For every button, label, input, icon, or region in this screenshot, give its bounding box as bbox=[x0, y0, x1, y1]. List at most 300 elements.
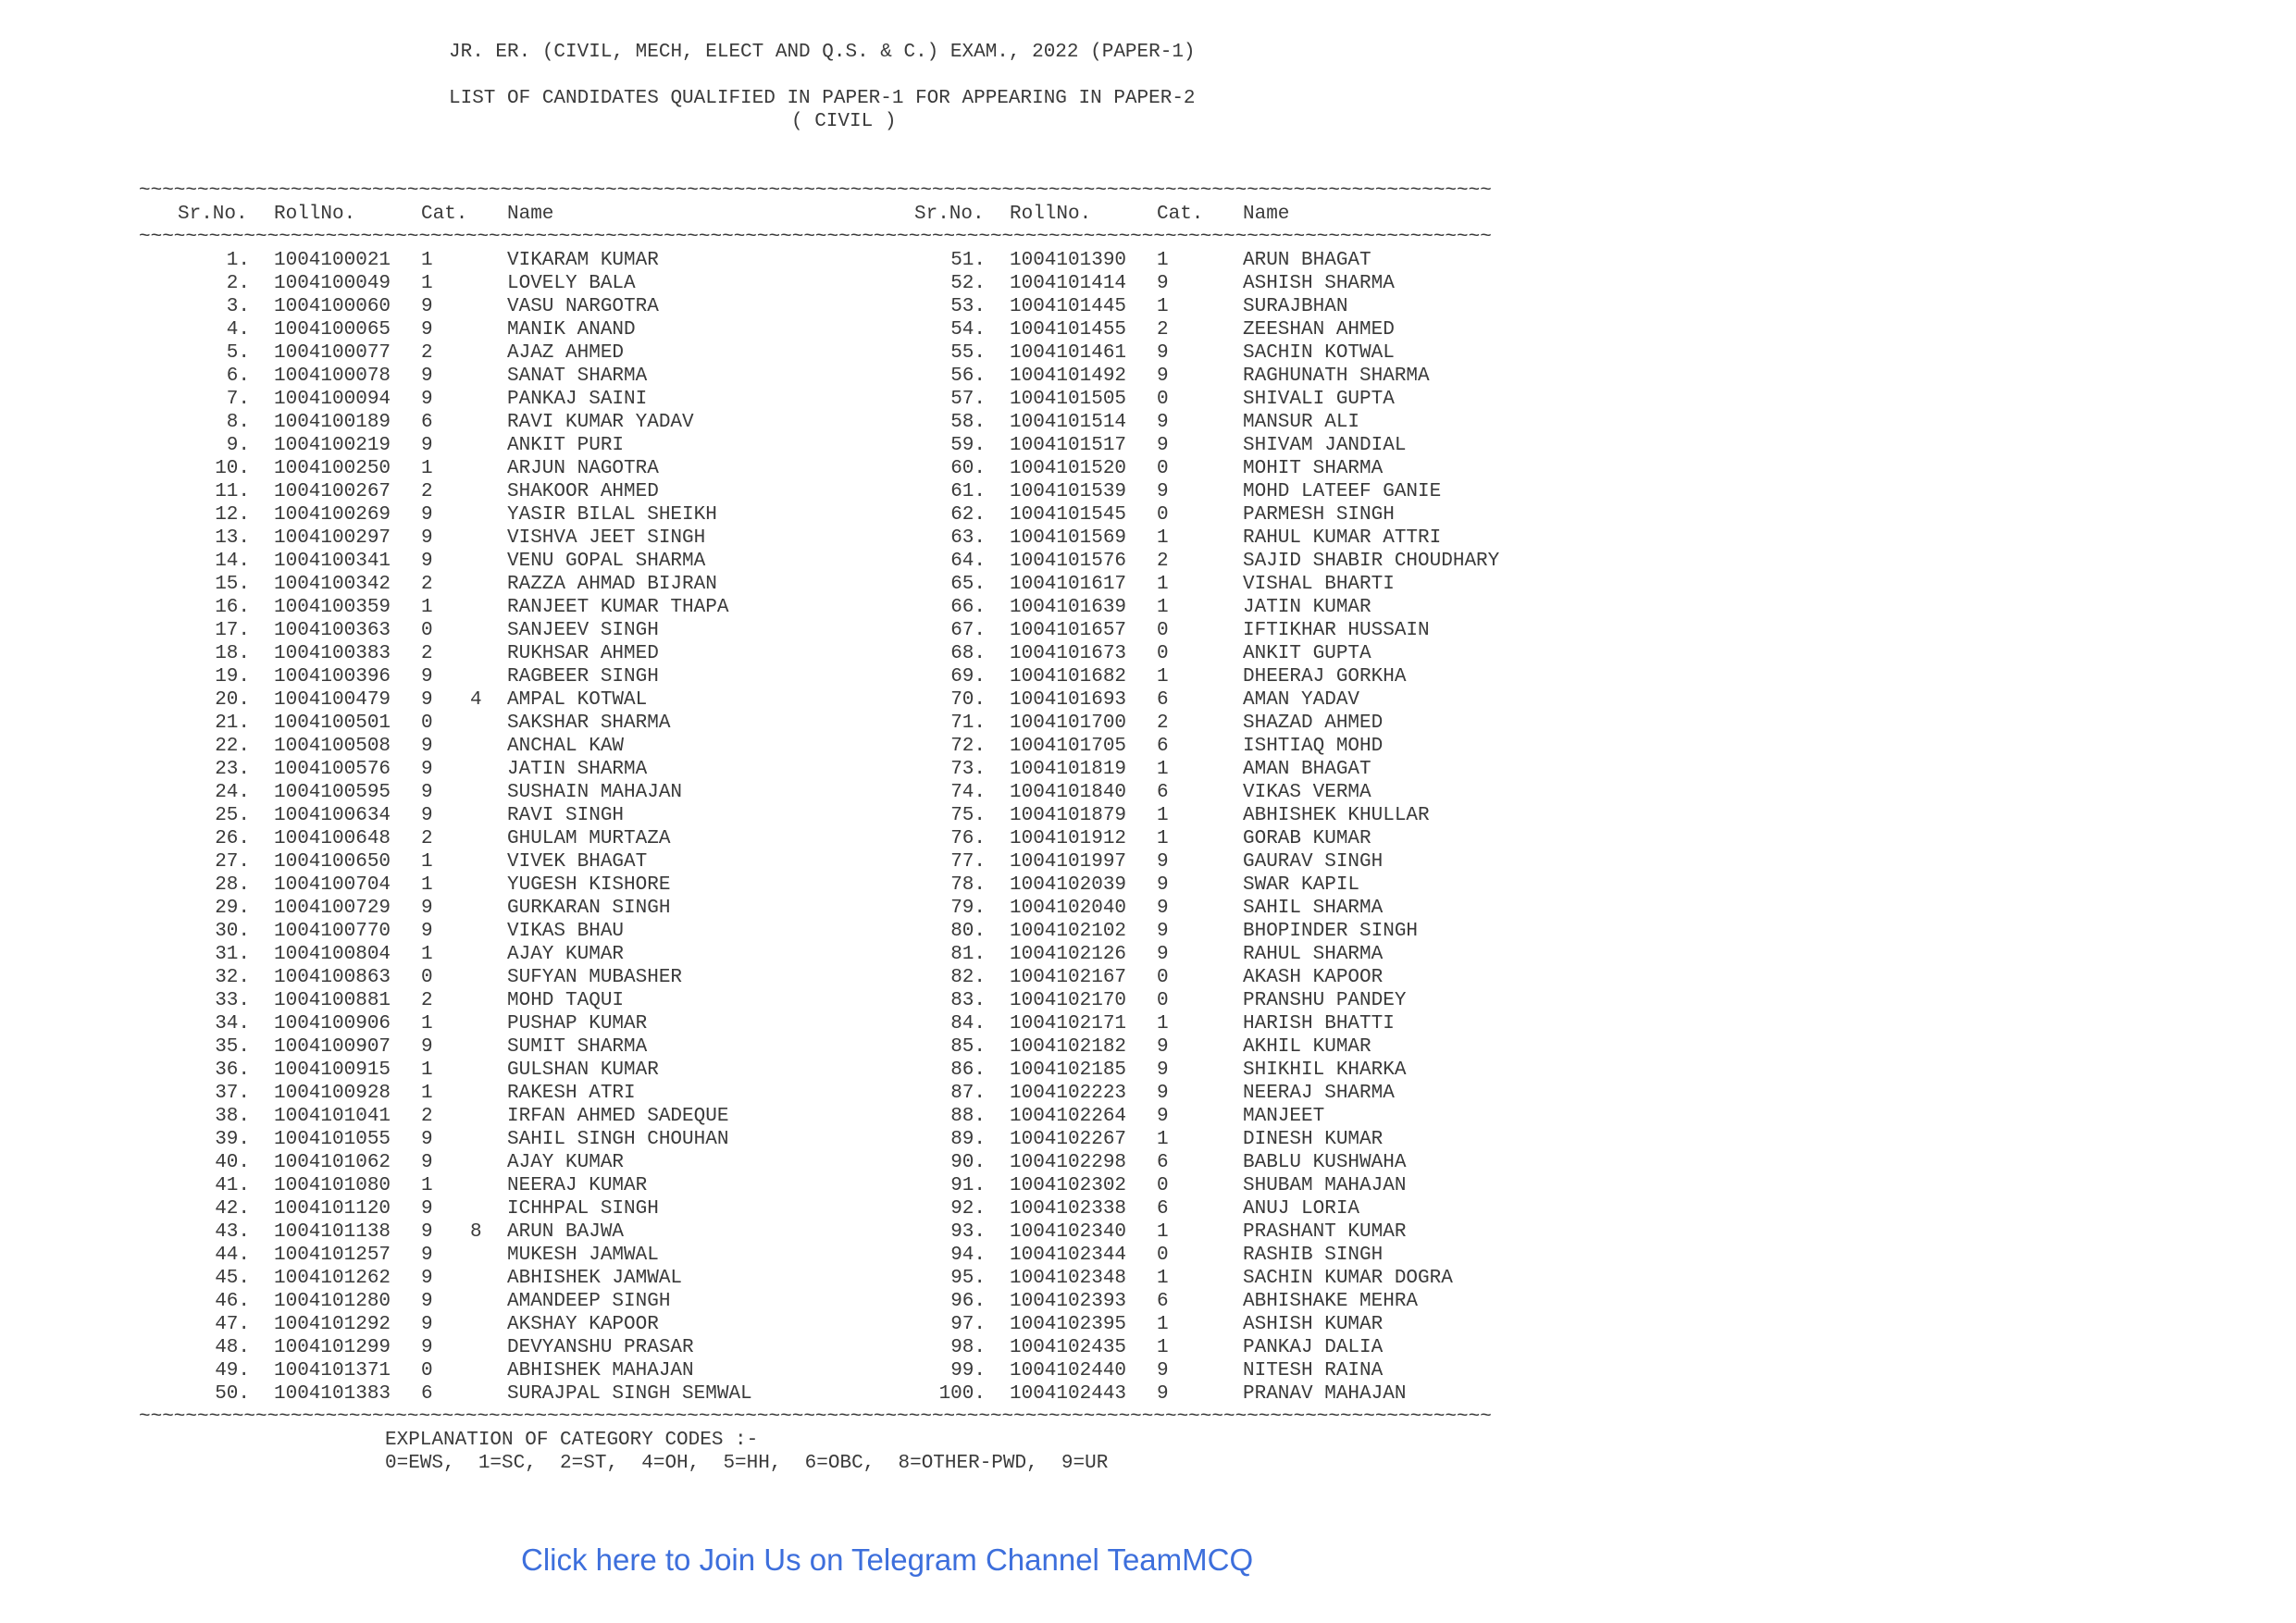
candidate-name: YUGESH KISHORE bbox=[507, 874, 671, 896]
candidate-name: MOHD TAQUI bbox=[507, 990, 625, 1011]
candidate-name: NEERAJ SHARMA bbox=[1243, 1083, 1395, 1104]
candidate-name: SACHIN KOTWAL bbox=[1243, 342, 1395, 364]
sr-no: 94. bbox=[950, 1245, 986, 1266]
candidate-name: SHAKOOR AHMED bbox=[507, 481, 659, 502]
roll-no: 1004100189 bbox=[274, 412, 391, 433]
roll-no: 1004101138 bbox=[274, 1221, 391, 1243]
category-code: 1 bbox=[421, 851, 433, 873]
candidate-name: MANIK ANAND bbox=[507, 319, 636, 341]
sr-no: 65. bbox=[950, 574, 986, 595]
table-row bbox=[0, 388, 2296, 411]
candidate-name: ANKIT GUPTA bbox=[1243, 643, 1371, 664]
category-code: 9 bbox=[1157, 273, 1169, 294]
sr-no: 72. bbox=[950, 736, 986, 757]
sr-no: 74. bbox=[950, 782, 986, 803]
table-row bbox=[0, 827, 2296, 850]
table-row bbox=[0, 688, 2296, 712]
sr-no: 28. bbox=[215, 874, 250, 896]
category-code: 9 bbox=[1157, 342, 1169, 364]
roll-no: 1004100479 bbox=[274, 689, 391, 711]
candidate-name: SHIVALI GUPTA bbox=[1243, 389, 1395, 410]
roll-no: 1004102126 bbox=[1010, 944, 1127, 965]
table-row bbox=[0, 318, 2296, 341]
table-row bbox=[0, 619, 2296, 642]
roll-no: 1004100863 bbox=[274, 967, 391, 988]
sr-no: 76. bbox=[950, 828, 986, 849]
roll-no: 1004101120 bbox=[274, 1198, 391, 1220]
sr-no: 45. bbox=[215, 1268, 250, 1289]
category-code: 2 bbox=[1157, 551, 1169, 572]
candidate-name: RANJEET KUMAR THAPA bbox=[507, 597, 729, 618]
table-row bbox=[0, 665, 2296, 688]
roll-no: 1004101455 bbox=[1010, 319, 1127, 341]
roll-no: 1004101461 bbox=[1010, 342, 1127, 364]
roll-no: 1004100704 bbox=[274, 874, 391, 896]
exam-title: JR. ER. (CIVIL, MECH, ELECT AND Q.S. & C.) EXAM., 2022 (PAPER-1) bbox=[449, 42, 1196, 63]
sr-no: 38. bbox=[215, 1106, 250, 1127]
roll-no: 1004100595 bbox=[274, 782, 391, 803]
category-code: 9 bbox=[421, 736, 433, 757]
table-row bbox=[0, 1359, 2296, 1382]
roll-no: 1004102039 bbox=[1010, 874, 1127, 896]
category-code: 2 bbox=[421, 828, 433, 849]
table-row bbox=[0, 341, 2296, 365]
sr-no: 73. bbox=[950, 759, 986, 780]
candidate-name: SANAT SHARMA bbox=[507, 365, 648, 387]
candidate-name: JATIN SHARMA bbox=[507, 759, 648, 780]
candidate-name: SHAZAD AHMED bbox=[1243, 712, 1384, 734]
sr-no: 42. bbox=[215, 1198, 250, 1220]
category-code: 9 bbox=[421, 1268, 433, 1289]
category-code: 1 bbox=[1157, 666, 1169, 688]
category-code: 9 bbox=[421, 1245, 433, 1266]
sr-no: 33. bbox=[215, 990, 250, 1011]
roll-no: 1004102185 bbox=[1010, 1059, 1127, 1081]
roll-no: 1004101055 bbox=[274, 1129, 391, 1150]
candidate-name: ZEESHAN AHMED bbox=[1243, 319, 1395, 341]
candidate-name: DHEERAJ GORKHA bbox=[1243, 666, 1407, 688]
roll-no: 1004100881 bbox=[274, 990, 391, 1011]
roll-no: 1004102298 bbox=[1010, 1152, 1127, 1173]
candidate-name: SUSHAIN MAHAJAN bbox=[507, 782, 683, 803]
sr-no: 54. bbox=[950, 319, 986, 341]
candidate-name: ANUJ LORIA bbox=[1243, 1198, 1360, 1220]
table-row bbox=[0, 457, 2296, 480]
roll-no: 1004102302 bbox=[1010, 1175, 1127, 1196]
candidate-name: SWAR KAPIL bbox=[1243, 874, 1360, 896]
candidate-name: RAZZA AHMAD BIJRAN bbox=[507, 574, 717, 595]
sr-no: 71. bbox=[950, 712, 986, 734]
list-subtitle: LIST OF CANDIDATES QUALIFIED IN PAPER-1 FOR APPEARING IN PAPER-2 bbox=[449, 88, 1196, 109]
sr-no: 88. bbox=[950, 1106, 986, 1127]
roll-no: 1004101514 bbox=[1010, 412, 1127, 433]
roll-no: 1004101445 bbox=[1010, 296, 1127, 317]
category-code: 1 bbox=[421, 1013, 433, 1035]
roll-no: 1004101705 bbox=[1010, 736, 1127, 757]
table-row bbox=[0, 920, 2296, 943]
candidate-name: AKHIL KUMAR bbox=[1243, 1036, 1371, 1058]
category-code: 1 bbox=[421, 874, 433, 896]
category-code: 1 bbox=[421, 1175, 433, 1196]
sr-no: 35. bbox=[215, 1036, 250, 1058]
sr-no: 9. bbox=[226, 435, 250, 456]
col-srno-right: Sr.No. bbox=[914, 204, 985, 225]
roll-no: 1004101700 bbox=[1010, 712, 1127, 734]
category-code: 9 bbox=[1157, 898, 1169, 919]
candidate-name: AMAN YADAV bbox=[1243, 689, 1360, 711]
sr-no: 18. bbox=[215, 643, 250, 664]
category-code: 9 bbox=[421, 898, 433, 919]
roll-no: 1004102167 bbox=[1010, 967, 1127, 988]
category-code: 1 bbox=[1157, 1129, 1169, 1150]
category-code: 9 bbox=[421, 319, 433, 341]
roll-no: 1004101390 bbox=[1010, 250, 1127, 271]
roll-no: 1004101280 bbox=[274, 1291, 391, 1312]
table-row bbox=[0, 527, 2296, 550]
roll-no: 1004100359 bbox=[274, 597, 391, 618]
table-row bbox=[0, 1082, 2296, 1105]
category-code: 2 bbox=[1157, 712, 1169, 734]
roll-no: 1004101505 bbox=[1010, 389, 1127, 410]
candidate-name: RAVI SINGH bbox=[507, 805, 625, 826]
category-code: 0 bbox=[1157, 1245, 1169, 1266]
candidate-name: SANJEEV SINGH bbox=[507, 620, 659, 641]
category-code: 9 bbox=[421, 1291, 433, 1312]
table-row bbox=[0, 1290, 2296, 1313]
sr-no: 4. bbox=[226, 319, 250, 341]
sr-no: 10. bbox=[215, 458, 250, 479]
roll-no: 1004100907 bbox=[274, 1036, 391, 1058]
table-row bbox=[0, 781, 2296, 804]
category-code: 9 bbox=[421, 666, 433, 688]
category-code: 9 bbox=[1157, 921, 1169, 942]
category-code: 1 bbox=[1157, 805, 1169, 826]
category-code: 2 bbox=[421, 1106, 433, 1127]
sr-no: 77. bbox=[950, 851, 986, 873]
table-row bbox=[0, 1035, 2296, 1059]
roll-no: 1004101414 bbox=[1010, 273, 1127, 294]
sub-category-code: 4 bbox=[470, 689, 482, 711]
category-code: 1 bbox=[1157, 759, 1169, 780]
category-code: 9 bbox=[421, 1198, 433, 1220]
roll-no: 1004102348 bbox=[1010, 1268, 1127, 1289]
roll-no: 1004102182 bbox=[1010, 1036, 1127, 1058]
sr-no: 17. bbox=[215, 620, 250, 641]
sr-no: 21. bbox=[215, 712, 250, 734]
candidate-name: DEVYANSHU PRASAR bbox=[507, 1337, 694, 1358]
candidate-name: SUFYAN MUBASHER bbox=[507, 967, 683, 988]
sr-no: 31. bbox=[215, 944, 250, 965]
roll-no: 1004100508 bbox=[274, 736, 391, 757]
category-code: 0 bbox=[1157, 643, 1169, 664]
category-code: 6 bbox=[1157, 782, 1169, 803]
roll-no: 1004101545 bbox=[1010, 504, 1127, 526]
table-row bbox=[0, 1267, 2296, 1290]
category-code: 2 bbox=[421, 481, 433, 502]
table-row bbox=[0, 1012, 2296, 1035]
sr-no: 44. bbox=[215, 1245, 250, 1266]
candidate-name: ASHISH KUMAR bbox=[1243, 1314, 1384, 1335]
roll-no: 1004100341 bbox=[274, 551, 391, 572]
roll-no: 1004101517 bbox=[1010, 435, 1127, 456]
roll-no: 1004101819 bbox=[1010, 759, 1127, 780]
table-row bbox=[0, 1059, 2296, 1082]
candidate-name: AKSHAY KAPOOR bbox=[507, 1314, 659, 1335]
category-code: 0 bbox=[1157, 1175, 1169, 1196]
candidate-name: SAKSHAR SHARMA bbox=[507, 712, 671, 734]
candidate-name: SHIKHIL KHARKA bbox=[1243, 1059, 1407, 1081]
table-row bbox=[0, 249, 2296, 272]
roll-no: 1004102395 bbox=[1010, 1314, 1127, 1335]
category-code: 9 bbox=[1157, 874, 1169, 896]
roll-no: 1004101062 bbox=[274, 1152, 391, 1173]
candidate-name: GAURAV SINGH bbox=[1243, 851, 1384, 873]
sr-no: 79. bbox=[950, 898, 986, 919]
sr-no: 98. bbox=[950, 1337, 986, 1358]
category-code: 9 bbox=[421, 435, 433, 456]
category-code: 9 bbox=[1157, 435, 1169, 456]
candidate-name: AMANDEEP SINGH bbox=[507, 1291, 671, 1312]
sr-no: 16. bbox=[215, 597, 250, 618]
sr-no: 49. bbox=[215, 1360, 250, 1381]
category-code: 6 bbox=[1157, 1291, 1169, 1312]
sr-no: 75. bbox=[950, 805, 986, 826]
category-code: 1 bbox=[421, 944, 433, 965]
sr-no: 85. bbox=[950, 1036, 986, 1058]
roll-no: 1004101693 bbox=[1010, 689, 1127, 711]
roll-no: 1004100915 bbox=[274, 1059, 391, 1081]
category-code: 2 bbox=[421, 643, 433, 664]
table-row bbox=[0, 804, 2296, 827]
category-code: 1 bbox=[1157, 1314, 1169, 1335]
separator-mid: ~~~~~~~~~~~~~~~~~~~~~~~~~~~~~~~~~~~~~~~~~~~~~~~~~~~~~~~~~~~~~~~~~~~~~~~~~~~~~~~~~~~~~~~~~~~~~~~~~~~~~~~~~~~~~~~~~~~~ bbox=[139, 227, 1492, 248]
candidate-name: RAGHUNATH SHARMA bbox=[1243, 365, 1430, 387]
table-row bbox=[0, 758, 2296, 781]
sr-no: 83. bbox=[950, 990, 986, 1011]
table-row bbox=[0, 642, 2296, 665]
roll-no: 1004101576 bbox=[1010, 551, 1127, 572]
category-code: 9 bbox=[421, 365, 433, 387]
category-code: 9 bbox=[421, 389, 433, 410]
sr-no: 37. bbox=[215, 1083, 250, 1104]
category-code: 1 bbox=[1157, 1337, 1169, 1358]
telegram-link[interactable]: Click here to Join Us on Telegram Channel TeamMCQ bbox=[521, 1542, 1254, 1577]
sr-no: 61. bbox=[950, 481, 986, 502]
candidate-name: AMAN BHAGAT bbox=[1243, 759, 1371, 780]
table-row bbox=[0, 573, 2296, 596]
sr-no: 57. bbox=[950, 389, 986, 410]
candidate-name: GULSHAN KUMAR bbox=[507, 1059, 659, 1081]
candidate-name: RAHUL KUMAR ATTRI bbox=[1243, 527, 1442, 549]
category-code: 9 bbox=[421, 1036, 433, 1058]
category-code: 1 bbox=[421, 1059, 433, 1081]
roll-no: 1004101383 bbox=[274, 1383, 391, 1405]
candidate-name: GHULAM MURTAZA bbox=[507, 828, 671, 849]
sr-no: 93. bbox=[950, 1221, 986, 1243]
sr-no: 68. bbox=[950, 643, 986, 664]
table-row bbox=[0, 1105, 2296, 1128]
roll-no: 1004102264 bbox=[1010, 1106, 1127, 1127]
table-row bbox=[0, 1313, 2296, 1336]
sr-no: 8. bbox=[226, 412, 250, 433]
table-row bbox=[0, 295, 2296, 318]
roll-no: 1004101292 bbox=[274, 1314, 391, 1335]
sr-no: 23. bbox=[215, 759, 250, 780]
category-code: 9 bbox=[1157, 1383, 1169, 1405]
table-row bbox=[0, 1336, 2296, 1359]
roll-no: 1004101299 bbox=[274, 1337, 391, 1358]
candidate-name: ARUN BHAGAT bbox=[1243, 250, 1371, 271]
candidate-name: SUMIT SHARMA bbox=[507, 1036, 648, 1058]
category-code: 0 bbox=[421, 620, 433, 641]
candidate-name: RAGBEER SINGH bbox=[507, 666, 659, 688]
roll-no: 1004101879 bbox=[1010, 805, 1127, 826]
candidate-name: MUKESH JAMWAL bbox=[507, 1245, 659, 1266]
candidate-name: AJAY KUMAR bbox=[507, 1152, 625, 1173]
sr-no: 11. bbox=[215, 481, 250, 502]
table-row bbox=[0, 1382, 2296, 1406]
sr-no: 36. bbox=[215, 1059, 250, 1081]
roll-no: 1004102435 bbox=[1010, 1337, 1127, 1358]
sr-no: 34. bbox=[215, 1013, 250, 1035]
roll-no: 1004101639 bbox=[1010, 597, 1127, 618]
category-code: 6 bbox=[1157, 1152, 1169, 1173]
sr-no: 96. bbox=[950, 1291, 986, 1312]
category-code: 1 bbox=[1157, 527, 1169, 549]
sr-no: 56. bbox=[950, 365, 986, 387]
table-row bbox=[0, 596, 2296, 619]
roll-no: 1004102171 bbox=[1010, 1013, 1127, 1035]
category-code: 9 bbox=[421, 1129, 433, 1150]
category-code: 9 bbox=[421, 1314, 433, 1335]
candidate-name: ANCHAL KAW bbox=[507, 736, 625, 757]
candidate-name: IRFAN AHMED SADEQUE bbox=[507, 1106, 729, 1127]
category-code: 1 bbox=[421, 458, 433, 479]
roll-no: 1004102102 bbox=[1010, 921, 1127, 942]
candidate-name: GURKARAN SINGH bbox=[507, 898, 671, 919]
candidate-name: VISHVA JEET SINGH bbox=[507, 527, 706, 549]
sr-no: 52. bbox=[950, 273, 986, 294]
roll-no: 1004101682 bbox=[1010, 666, 1127, 688]
candidate-name: RAVI KUMAR YADAV bbox=[507, 412, 694, 433]
table-row bbox=[0, 943, 2296, 966]
candidate-name: PRASHANT KUMAR bbox=[1243, 1221, 1407, 1243]
roll-no: 1004100770 bbox=[274, 921, 391, 942]
roll-no: 1004101492 bbox=[1010, 365, 1127, 387]
category-code: 2 bbox=[421, 342, 433, 364]
category-code: 6 bbox=[1157, 736, 1169, 757]
sr-no: 39. bbox=[215, 1129, 250, 1150]
sr-no: 60. bbox=[950, 458, 986, 479]
col-name-right: Name bbox=[1243, 204, 1290, 225]
sr-no: 95. bbox=[950, 1268, 986, 1289]
candidate-name: ISHTIAQ MOHD bbox=[1243, 736, 1384, 757]
category-code: 6 bbox=[421, 1383, 433, 1405]
candidate-name: MANJEET bbox=[1243, 1106, 1325, 1127]
category-code: 9 bbox=[1157, 412, 1169, 433]
roll-no: 1004100094 bbox=[274, 389, 391, 410]
sr-no: 27. bbox=[215, 851, 250, 873]
sr-no: 15. bbox=[215, 574, 250, 595]
category-code: 0 bbox=[421, 712, 433, 734]
candidate-name: NITESH RAINA bbox=[1243, 1360, 1384, 1381]
col-cat-right: Cat. bbox=[1157, 204, 1204, 225]
category-code: 1 bbox=[421, 250, 433, 271]
roll-no: 1004102267 bbox=[1010, 1129, 1127, 1150]
category-code: 0 bbox=[1157, 620, 1169, 641]
sr-no: 13. bbox=[215, 527, 250, 549]
candidate-name: ARJUN NAGOTRA bbox=[507, 458, 659, 479]
branch-label: ( CIVIL ) bbox=[791, 111, 897, 132]
candidate-name: PARMESH SINGH bbox=[1243, 504, 1395, 526]
roll-no: 1004101371 bbox=[274, 1360, 391, 1381]
category-code: 0 bbox=[1157, 389, 1169, 410]
col-name-left: Name bbox=[507, 204, 554, 225]
roll-no: 1004100928 bbox=[274, 1083, 391, 1104]
sr-no: 24. bbox=[215, 782, 250, 803]
roll-no: 1004100077 bbox=[274, 342, 391, 364]
col-rollno-left: RollNo. bbox=[274, 204, 356, 225]
table-row bbox=[0, 480, 2296, 503]
table-row bbox=[0, 503, 2296, 527]
category-code: 6 bbox=[1157, 689, 1169, 711]
candidate-name: VIVEK BHAGAT bbox=[507, 851, 648, 873]
candidate-name: PUSHAP KUMAR bbox=[507, 1013, 648, 1035]
sr-no: 22. bbox=[215, 736, 250, 757]
table-row bbox=[0, 989, 2296, 1012]
category-code: 1 bbox=[421, 273, 433, 294]
candidate-name: JATIN KUMAR bbox=[1243, 597, 1371, 618]
table-row bbox=[0, 873, 2296, 897]
category-code: 1 bbox=[1157, 574, 1169, 595]
category-code: 9 bbox=[421, 921, 433, 942]
category-code: 0 bbox=[421, 1360, 433, 1381]
candidate-name: LOVELY BALA bbox=[507, 273, 636, 294]
roll-no: 1004100342 bbox=[274, 574, 391, 595]
candidate-name: SURAJPAL SINGH SEMWAL bbox=[507, 1383, 752, 1405]
sr-no: 58. bbox=[950, 412, 986, 433]
sr-no: 70. bbox=[950, 689, 986, 711]
sr-no: 55. bbox=[950, 342, 986, 364]
candidate-name: IFTIKHAR HUSSAIN bbox=[1243, 620, 1430, 641]
category-code: 9 bbox=[421, 296, 433, 317]
table-row bbox=[0, 1151, 2296, 1174]
category-code: 2 bbox=[1157, 319, 1169, 341]
roll-no: 1004100501 bbox=[274, 712, 391, 734]
roll-no: 1004100729 bbox=[274, 898, 391, 919]
category-code: 9 bbox=[1157, 481, 1169, 502]
table-row bbox=[0, 712, 2296, 735]
category-code: 9 bbox=[1157, 851, 1169, 873]
roll-no: 1004100363 bbox=[274, 620, 391, 641]
category-code: 9 bbox=[1157, 365, 1169, 387]
sr-no: 66. bbox=[950, 597, 986, 618]
roll-no: 1004102338 bbox=[1010, 1198, 1127, 1220]
roll-no: 1004101262 bbox=[274, 1268, 391, 1289]
roll-no: 1004100297 bbox=[274, 527, 391, 549]
sr-no: 87. bbox=[950, 1083, 986, 1104]
roll-no: 1004101997 bbox=[1010, 851, 1127, 873]
table-row bbox=[0, 1174, 2296, 1197]
separator-bottom: ~~~~~~~~~~~~~~~~~~~~~~~~~~~~~~~~~~~~~~~~~~~~~~~~~~~~~~~~~~~~~~~~~~~~~~~~~~~~~~~~~~~~~~~~~~~~~~~~~~~~~~~~~~~~~~~~~~~~ bbox=[139, 1406, 1492, 1428]
sr-no: 14. bbox=[215, 551, 250, 572]
roll-no: 1004101840 bbox=[1010, 782, 1127, 803]
candidate-name: MOHIT SHARMA bbox=[1243, 458, 1384, 479]
roll-no: 1004101539 bbox=[1010, 481, 1127, 502]
candidate-name: VIKAS BHAU bbox=[507, 921, 625, 942]
candidate-name: RASHIB SINGH bbox=[1243, 1245, 1384, 1266]
roll-no: 1004100383 bbox=[274, 643, 391, 664]
